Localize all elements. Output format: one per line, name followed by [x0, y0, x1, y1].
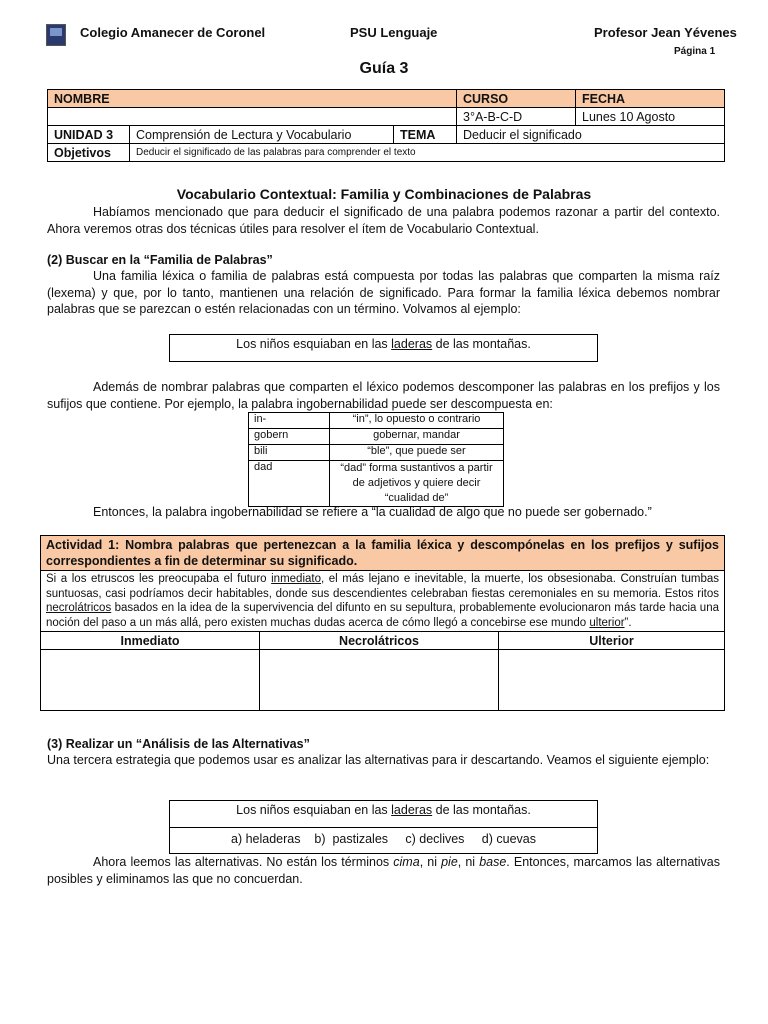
part2-conclusion-text: Entonces, la palabra ingobernabilidad se refiere a “la cualidad de algo que no puede ser gobernado.” [93, 505, 652, 519]
morpheme-part: gobern [249, 429, 330, 445]
nombre-value[interactable] [48, 108, 457, 126]
info-table [47, 89, 725, 162]
activity-text [41, 571, 724, 631]
activity-text-3: basados en la idea de la supervivencia del difunto en su sepultura, probablemente evolucionaron más tarde hacia una noción del paso a un más allá, pero existen muchas dudas acerca de cómo llegó a concebirse ese mundo [46, 602, 719, 629]
activity-word-2: necrolátricos [46, 602, 112, 614]
example-1-after: de las montañas. [432, 337, 531, 351]
part3-heading: (3) Realizar un “Análisis de las Alternativas” [47, 737, 310, 751]
term-pie: pie [441, 855, 458, 869]
page-number: Página 1 [674, 46, 716, 57]
example-1-word: laderas [391, 337, 433, 351]
part3-conclusion-1: Ahora leemos las alternativas. No están los términos [93, 855, 394, 869]
school-name: Colegio Amanecer de Coronel [80, 25, 266, 40]
intro-paragraph [47, 204, 720, 237]
tema-value: Deducir el significado [457, 126, 725, 144]
activity-heading: Actividad 1: Nombra palabras que pertenezcan a la familia léxica y descompónelas en los prefijos y sufijos correspondientes a fin de determinar su significado. [41, 536, 724, 571]
column-necrolatricos: Necrolátricos [260, 632, 499, 650]
part2-conclusion [47, 504, 720, 521]
activity-text-4: ”. [624, 616, 632, 629]
example-2-after: de las montañas. [432, 803, 531, 817]
part3-paragraph: Una tercera estrategia que podemos usar es analizar las alternativas para ir descartando. Veamos el siguiente ejemplo: [47, 753, 710, 767]
part2-paragraph [47, 268, 720, 318]
unidad-label: UNIDAD 3 [48, 126, 130, 144]
activity-answer-table [40, 631, 725, 711]
answer-cell-necrolatricos[interactable] [260, 650, 499, 711]
morpheme-row [249, 413, 504, 429]
example-2-sentence [170, 801, 597, 828]
morpheme-meaning: gobernar, mandar [330, 429, 504, 445]
tema-label: TEMA [394, 126, 457, 144]
part3-conclusion-4: . Entonces, marcamos las alternativas posibles y eliminamos las que no concuerdan. [47, 855, 720, 886]
part2-heading: (2) Buscar en la “Familia de Palabras” [47, 253, 273, 267]
page-title: Guía 3 [359, 60, 409, 77]
objetivos-value: Deducir el significado de las palabras para comprender el texto [130, 144, 725, 162]
curso-value: 3°A-B-C-D [457, 108, 576, 126]
morpheme-part: dad [249, 461, 330, 507]
intro-text: Habíamos mencionado que para deducir el significado de una palabra podemos razonar a partir del contexto. Ahora veremos otras dos técnicas útiles para resolver el ítem de Vocabulario Contextual. [47, 205, 720, 236]
morpheme-row [249, 445, 504, 461]
morpheme-part: in- [249, 413, 330, 429]
column-ulterior: Ulterior [499, 632, 725, 650]
morpheme-part: bili [249, 445, 330, 461]
morpheme-meaning: “in”, lo opuesto o contrario [330, 413, 504, 429]
nombre-label: NOMBRE [48, 90, 457, 108]
fecha-value: Lunes 10 Agosto [576, 108, 725, 126]
part3-conclusion-3: , ni [457, 855, 480, 869]
activity-text-2: , el más lejano e inevitable, la muerte, los obsesionaba. Construían tumbas suntuosas, casi podríamos decir habitables, donde sus descendientes celebraban fiestas ceremoniales en su memoria. Estos ritos [46, 573, 719, 600]
example-1-before: Los niños esquiaban en las [236, 337, 392, 351]
morpheme-meaning: “ble”, que puede ser [330, 445, 504, 461]
answer-cell-ulterior[interactable] [499, 650, 725, 711]
activity-word-3: ulterior [589, 616, 625, 629]
morpheme-meaning: “dad” forma sustantivos a partir de adjetivos y quiere decir “cualidad de” [330, 461, 504, 507]
activity-box [40, 535, 725, 711]
term-cima: cima [393, 855, 420, 869]
activity-word-1: inmediato [271, 573, 321, 585]
part2-text: Una familia léxica o familia de palabras está compuesta por todas las palabras que comparten la misma raíz (lexema) y que, por lo tanto, mantienen una relación de significado. Para formar la familia léxica debemos nombrar palabras que se parezcan o estén relacionadas con un término. Volvamos al ejemplo: [47, 269, 720, 316]
part3-conclusion [47, 854, 720, 887]
unidad-value: Comprensión de Lectura y Vocabulario [130, 126, 394, 144]
curso-label: CURSO [457, 90, 576, 108]
example-2-word: laderas [391, 803, 433, 817]
objetivos-label: Objetivos [48, 144, 130, 162]
part2-paragraph-2 [47, 379, 720, 412]
answer-cell-inmediato[interactable] [41, 650, 260, 711]
part3-conclusion-2: , ni [419, 855, 442, 869]
morpheme-table [248, 412, 504, 507]
column-inmediato: Inmediato [41, 632, 260, 650]
example-box-2 [169, 800, 598, 854]
morpheme-row [249, 429, 504, 445]
teacher-name: Profesor Jean Yévenes [594, 25, 737, 40]
section-title: Vocabulario Contextual: Familia y Combinaciones de Palabras [176, 186, 592, 202]
subject-name: PSU Lenguaje [350, 25, 438, 40]
fecha-label: FECHA [576, 90, 725, 108]
activity-text-1: Si a los etruscos les preocupaba el futuro [46, 573, 272, 585]
term-base: base [479, 855, 507, 869]
part2-text-2: Además de nombrar palabras que comparten el léxico podemos descomponer las palabras en los prefijos y los sufijos que contiene. Por ejemplo, la palabra ingobernabilidad puede ser descompuesta en: [47, 380, 720, 411]
example-2-before: Los niños esquiaban en las [236, 803, 392, 817]
morpheme-row [249, 461, 504, 507]
example-2-alternatives: a) heladeras b) pastizales c) declives d) cuevas [231, 832, 536, 846]
example-box-1 [169, 334, 598, 362]
school-logo-icon [46, 24, 66, 46]
